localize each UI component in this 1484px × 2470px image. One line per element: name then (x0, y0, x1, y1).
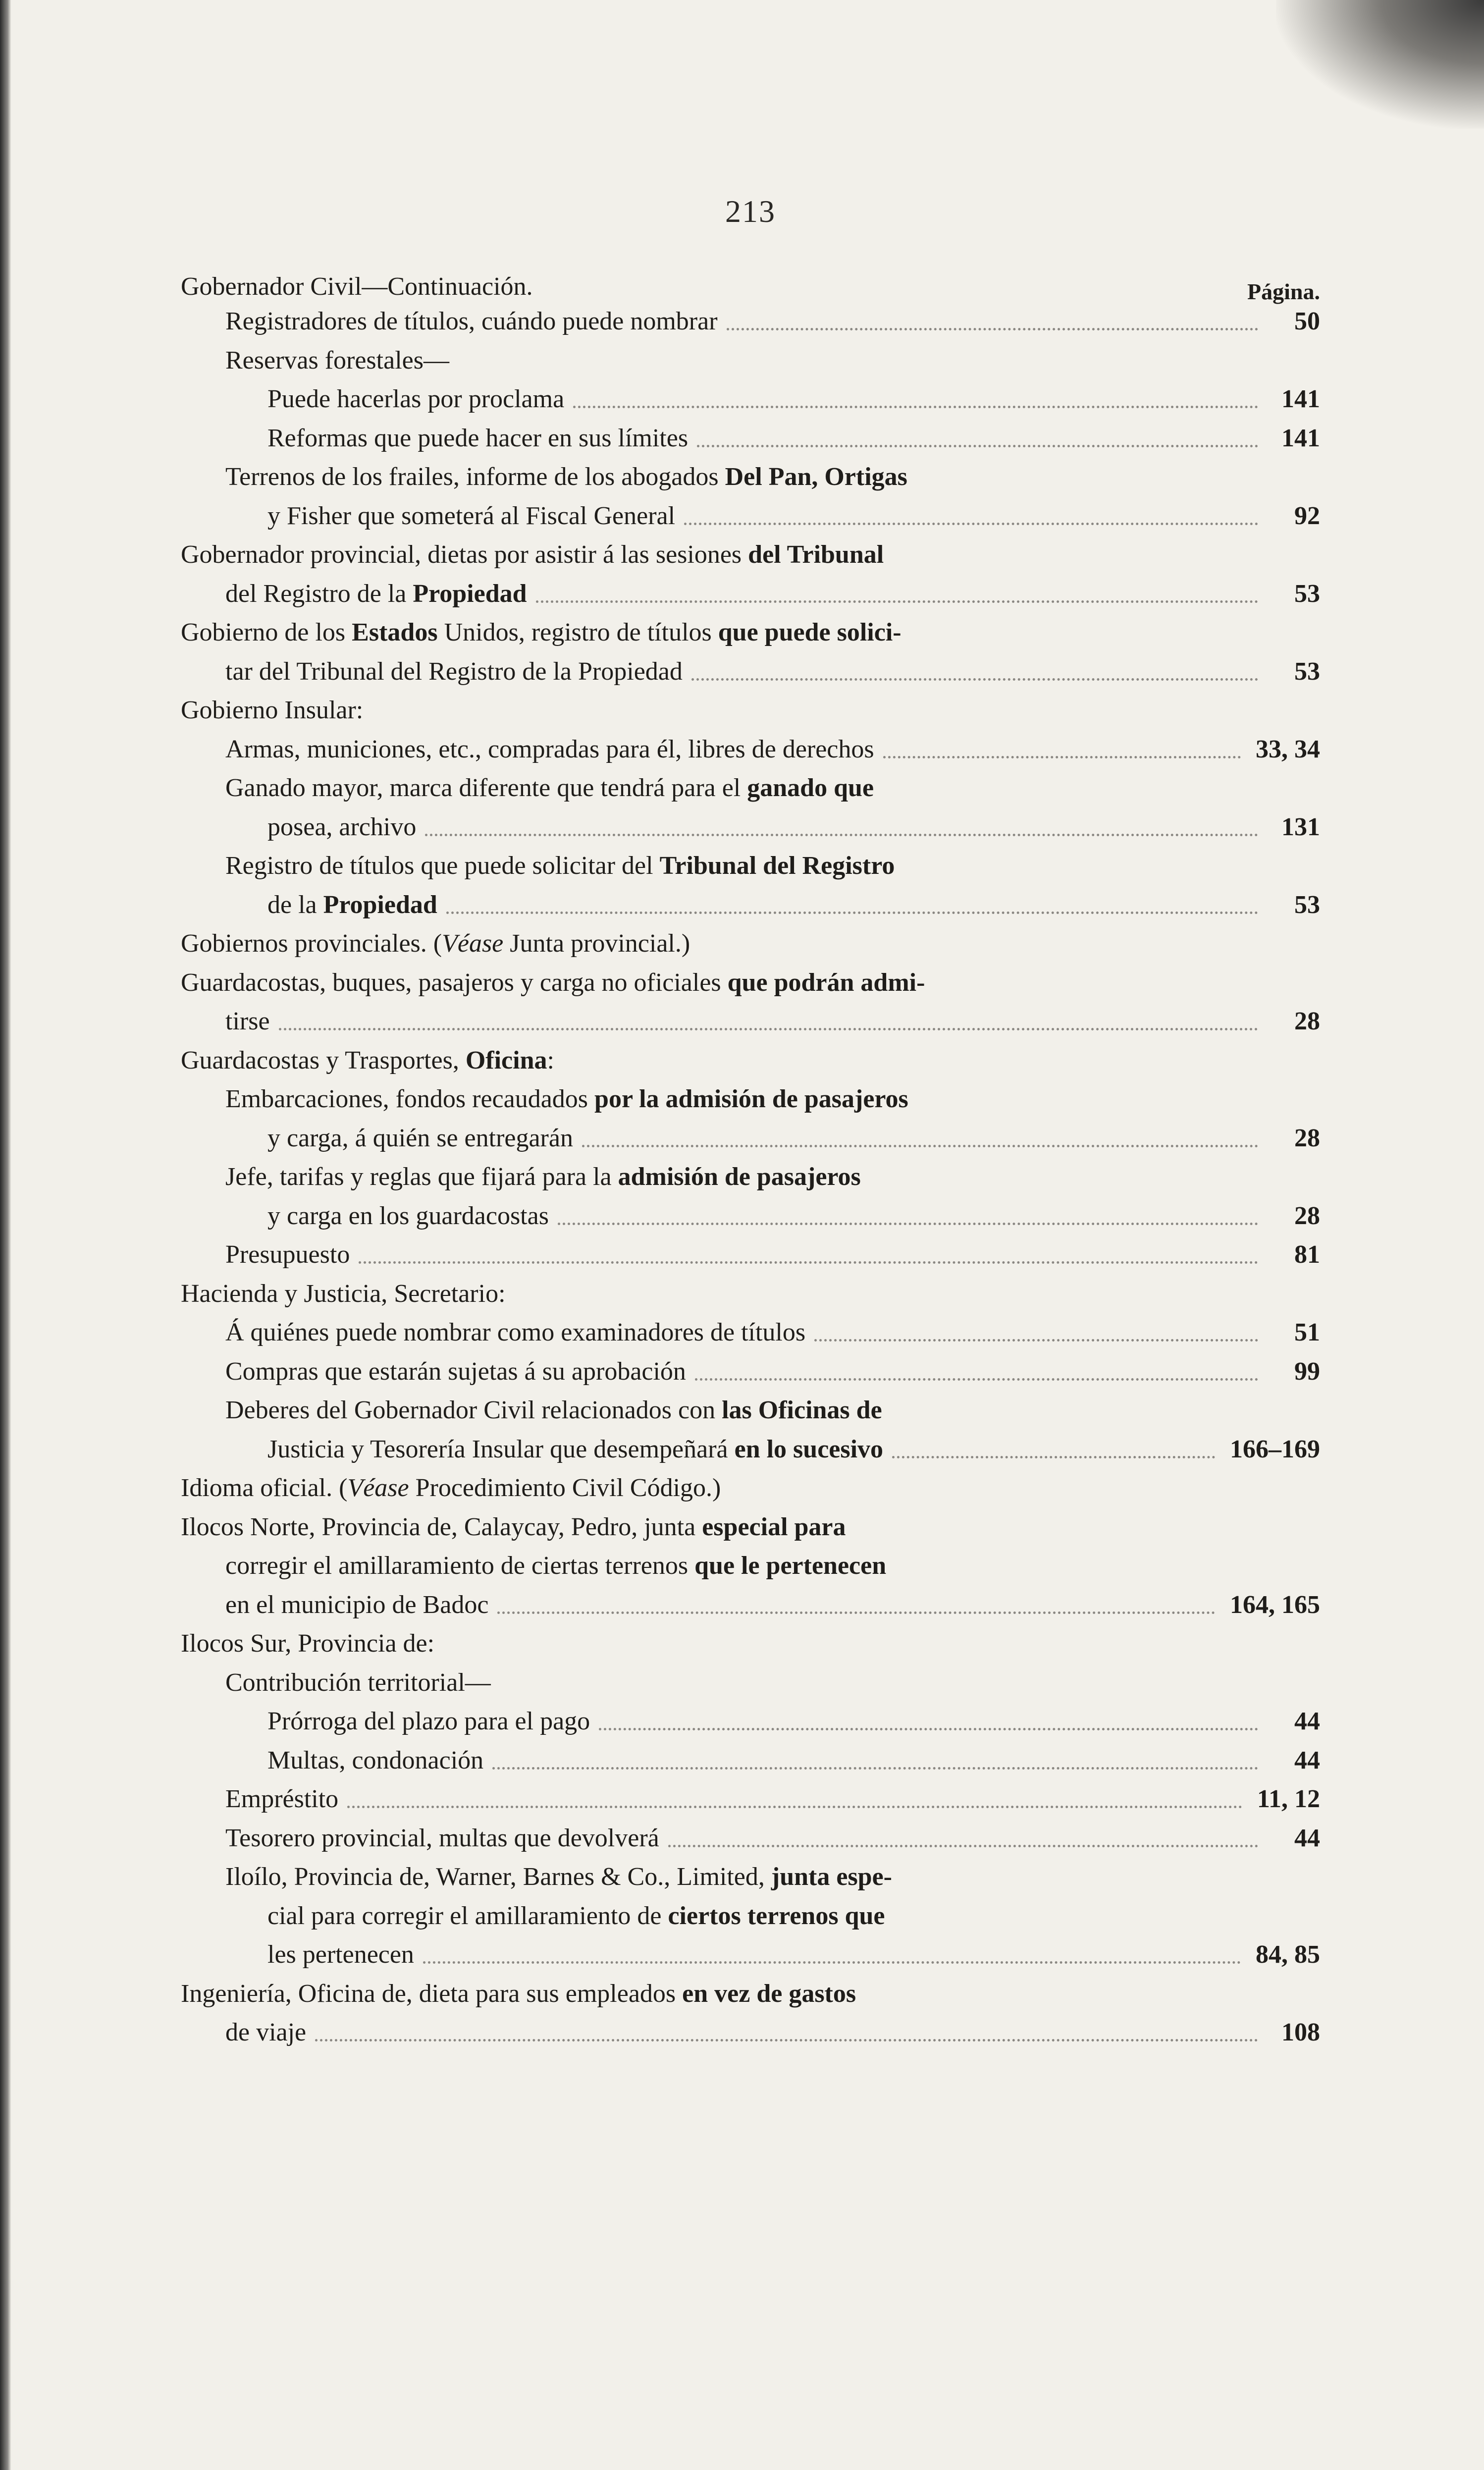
entry-text (267, 1897, 885, 1936)
leader-dots (691, 678, 1258, 681)
entry-text-run: Jefe, tarifas y reglas que fijará para la (225, 1163, 618, 1191)
entry-text-run: Reformas que puede hacer en sus límites (267, 424, 689, 452)
entry-text (225, 341, 449, 380)
entry-text (181, 1041, 554, 1080)
index-line (181, 886, 1320, 925)
leader-dots (497, 1611, 1215, 1614)
entry-text-run: Ingeniería, Oficina de, dieta para sus empleados (181, 1979, 683, 2008)
index-line (181, 964, 1320, 1003)
entry-text-run: Junta provincial.) (503, 929, 690, 958)
entry-text (225, 1780, 338, 1819)
entry-text-run: del Tribunal (748, 540, 884, 569)
entry-text (267, 1430, 883, 1469)
index-line (181, 1080, 1320, 1119)
entry-text (225, 1080, 908, 1119)
entry-text (225, 575, 527, 614)
index-line (181, 1275, 1320, 1314)
index-line (181, 1819, 1320, 1858)
entry-text (225, 1313, 805, 1352)
entry-text-run: Ilocos Sur, Provincia de: (181, 1629, 435, 1658)
entry-page-ref: 44 (1294, 1707, 1320, 1735)
leader-dots (892, 1456, 1215, 1458)
entry-text (225, 652, 683, 692)
entry-text (225, 1858, 892, 1897)
entry-text-run: y carga, á quién se entregarán (267, 1124, 573, 1152)
entry-text-run: por la admisión de pasajeros (594, 1085, 908, 1113)
index-line (181, 1313, 1320, 1352)
entry-text-run: en el municipio de Badoc (225, 1590, 489, 1619)
entry-text-run: Propiedad (323, 890, 437, 919)
entry-text (225, 1235, 350, 1275)
entry-text (267, 1702, 590, 1741)
leader-dots (599, 1728, 1258, 1730)
entry-text (225, 1391, 882, 1430)
entry-text-run: Justicia y Tesorería Insular que desempeñará (267, 1435, 735, 1463)
entry-page-ref: 33, 34 (1256, 735, 1320, 763)
entry-text-run: las Oficinas de (722, 1396, 882, 1424)
entry-text-run: de viaje (225, 2018, 307, 2046)
leader-dots (558, 1223, 1258, 1225)
entry-text-run: Tesorero provincial, multas que devolverá (225, 1824, 659, 1852)
leader-dots (883, 756, 1241, 758)
index-line (181, 1430, 1320, 1469)
entry-text-run: especial para (702, 1512, 846, 1541)
entry-text (267, 1119, 573, 1158)
entry-text-run: Guardacostas, buques, pasajeros y carga no oficiales (181, 968, 728, 997)
entry-page-ref: 84, 85 (1256, 1940, 1320, 1969)
entry-text (267, 1935, 414, 1975)
entry-page-ref: 141 (1281, 385, 1320, 413)
entry-text-run: que podrán admi- (727, 968, 925, 997)
entry-text (225, 1002, 270, 1041)
entry-page-ref: 28 (1294, 1007, 1320, 1035)
entry-text-run: que le pertenecen (694, 1552, 887, 1580)
index-line (181, 1197, 1320, 1236)
entry-page-ref: 53 (1294, 579, 1320, 608)
leader-dots (279, 1028, 1258, 1030)
index-line (181, 808, 1320, 847)
entry-text-run: Embarcaciones, fondos recaudados (225, 1085, 595, 1113)
index-line (181, 1741, 1320, 1780)
leader-dots (492, 1767, 1258, 1770)
entry-text-run: Multas, condonación (267, 1746, 484, 1774)
entry-page-ref: 51 (1294, 1318, 1320, 1346)
index-line (181, 341, 1320, 380)
leader-dots (697, 445, 1258, 447)
leader-dots (573, 406, 1258, 408)
index-line (181, 497, 1320, 536)
entry-text (225, 730, 874, 769)
index-line (181, 419, 1320, 458)
entry-text-run: Estados (352, 618, 438, 646)
index-line (181, 847, 1320, 886)
index-line (181, 1235, 1320, 1275)
entry-text (225, 1664, 491, 1703)
index-line (181, 458, 1320, 497)
entry-text-run: Idioma oficial. ( (181, 1474, 348, 1502)
entry-page-ref: 99 (1294, 1357, 1320, 1386)
index-line (181, 1702, 1320, 1741)
index-line (181, 1664, 1320, 1703)
index-line (181, 1780, 1320, 1819)
leader-dots (446, 912, 1258, 914)
entry-text-run: tar del Tribunal del Registro de la Propiedad (225, 657, 683, 686)
entry-text-run: de la (267, 890, 323, 919)
entry-text (181, 964, 925, 1003)
entry-text-run: Gobernador provincial, dietas por asistir á las sesiones (181, 540, 748, 569)
leader-dots (695, 1378, 1258, 1381)
scan-edge-left (0, 0, 11, 2470)
entry-page-ref: 11, 12 (1257, 1785, 1320, 1813)
index-line (181, 268, 1320, 302)
entry-text-run: Guardacostas y Trasportes, (181, 1046, 466, 1074)
entry-text-run: junta espe- (771, 1863, 892, 1891)
entry-text (267, 1741, 483, 1780)
entry-text-run: en vez de gastos (682, 1979, 856, 2008)
leader-dots (536, 600, 1258, 603)
entry-page-ref: 166–169 (1230, 1435, 1320, 1463)
entry-text (267, 1197, 549, 1236)
leader-dots (347, 1806, 1242, 1808)
entry-text (225, 1352, 686, 1392)
entry-text-run: Presupuesto (225, 1240, 350, 1269)
leader-dots (582, 1145, 1258, 1147)
entry-page-ref: 108 (1281, 2018, 1320, 2046)
entry-text (225, 847, 895, 886)
entry-text-run: Propiedad (413, 579, 527, 608)
entry-text (225, 1586, 488, 1625)
entry-text (181, 1275, 506, 1314)
entry-text (181, 691, 363, 730)
index-line (181, 613, 1320, 652)
index-line (181, 652, 1320, 692)
index-line (181, 1547, 1320, 1586)
entry-text-run: y carga en los guardacostas (267, 1201, 549, 1230)
index-line (181, 1041, 1320, 1080)
entry-text-run: y Fisher que someterá al Fiscal General (267, 501, 676, 530)
entry-text (225, 302, 718, 341)
entry-text (181, 536, 884, 575)
entry-page-ref: 81 (1294, 1240, 1320, 1269)
entry-text-run: corregir el amillaramiento de ciertas terrenos (225, 1552, 695, 1580)
entry-text-run: Ilocos Norte, Provincia de, Calaycay, Pedro, junta (181, 1512, 702, 1541)
entry-text-run: Compras que estarán sujetas á su aprobación (225, 1357, 686, 1386)
entry-page-ref: 28 (1294, 1201, 1320, 1230)
index-line (181, 1858, 1320, 1897)
entry-text-run: que puede solici- (718, 618, 901, 646)
index-line (181, 691, 1320, 730)
entry-text-run: les pertenecen (267, 1940, 414, 1969)
entry-page-ref: 131 (1281, 812, 1320, 841)
index-line (181, 1897, 1320, 1936)
scan-shadow-corner (1276, 0, 1484, 129)
leader-dots (684, 523, 1258, 525)
index-line (181, 1624, 1320, 1664)
index-line (181, 1158, 1320, 1197)
entry-text-run: Registro de títulos que puede solicitar del (225, 852, 660, 880)
index-line (181, 1469, 1320, 1508)
entry-text-run: Empréstito (225, 1785, 339, 1813)
entry-text (267, 497, 675, 536)
entry-text (267, 808, 416, 847)
entry-page-ref: 164, 165 (1230, 1590, 1320, 1619)
entry-text-run: Véase (442, 929, 504, 958)
entry-text-run: Del Pan, Ortigas (725, 463, 907, 491)
entry-text (267, 419, 688, 458)
entry-text-run: admisión de pasajeros (618, 1163, 861, 1191)
index-line (181, 924, 1320, 964)
entry-text-run: Puede hacerlas por proclama (267, 385, 565, 413)
entry-text (181, 1469, 721, 1508)
index-line (181, 575, 1320, 614)
entry-page-ref: 141 (1281, 424, 1320, 452)
entry-text-run: Registradores de títulos, cuándo puede nombrar (225, 307, 718, 335)
entry-page-ref: 50 (1294, 307, 1320, 335)
entry-text-run: Prórroga del plazo para el pago (267, 1707, 590, 1735)
leader-dots (315, 2039, 1258, 2041)
index-line (181, 536, 1320, 575)
page-number: 213 (725, 194, 776, 229)
entry-text-run: Oficina (465, 1046, 547, 1074)
entry-text-run: Reservas forestales— (225, 346, 449, 375)
index-line (181, 1508, 1320, 1547)
leader-dots (814, 1339, 1258, 1342)
index-line (181, 769, 1320, 808)
index-line (181, 2013, 1320, 2052)
entry-text (225, 2013, 306, 2052)
entry-text-run: Ganado mayor, marca diferente que tendrá para el (225, 774, 747, 802)
index-line (181, 1119, 1320, 1158)
entry-text-run: Véase (347, 1474, 409, 1502)
entry-text (181, 268, 533, 307)
entry-text (181, 1508, 846, 1547)
index-line (181, 1935, 1320, 1975)
entry-text-run: : (547, 1046, 554, 1074)
entry-text-run: Tribunal del Registro (659, 852, 895, 880)
entry-text (181, 613, 901, 652)
entry-text-run: Contribución territorial— (225, 1668, 491, 1697)
entry-text-run: Á quiénes puede nombrar como examinadores de títulos (225, 1318, 806, 1346)
entry-text-run: tirse (225, 1007, 270, 1035)
entry-text-run: Iloílo, Provincia de, Warner, Barnes & Co., Limited, (225, 1863, 771, 1891)
page-column-header: Página. (1247, 279, 1320, 304)
index-line (181, 302, 1320, 341)
entry-text-run: Deberes del Gobernador Civil relacionados con (225, 1396, 722, 1424)
index-line (181, 380, 1320, 419)
leader-dots (668, 1845, 1258, 1847)
entry-page-ref: 28 (1294, 1124, 1320, 1152)
entry-text (225, 458, 907, 497)
entry-page-ref: 44 (1294, 1746, 1320, 1774)
entry-text-run: en lo sucesivo (734, 1435, 884, 1463)
entry-text (181, 1624, 434, 1664)
leader-dots (359, 1261, 1258, 1264)
entry-page-ref: 92 (1294, 501, 1320, 530)
entry-text (225, 769, 874, 808)
entry-text (225, 1547, 886, 1586)
entry-page-ref: 53 (1294, 890, 1320, 919)
entry-text (225, 1819, 659, 1858)
entry-text (267, 380, 564, 419)
index-page (181, 149, 1320, 2427)
leader-dots (425, 834, 1258, 836)
index-line (181, 1352, 1320, 1392)
leader-dots (423, 1961, 1241, 1964)
entry-text-run: posea, archivo (267, 812, 417, 841)
index-line (181, 1975, 1320, 2014)
entry-text-run: Armas, municiones, etc., compradas para él, libres de derechos (225, 735, 874, 763)
index-line (181, 1002, 1320, 1041)
entry-text-run: Hacienda y Justicia, Secretario: (181, 1279, 506, 1308)
entry-text (181, 1975, 856, 2014)
entry-text (267, 886, 437, 925)
entry-text-run: Gobernador Civil—Continuación. (181, 272, 533, 301)
index-line (181, 1586, 1320, 1625)
entry-text-run: Gobierno Insular: (181, 696, 364, 724)
entry-text-run: ganado que (747, 774, 874, 802)
index-line (181, 730, 1320, 769)
entry-text-run: Procedimiento Civil Código.) (409, 1474, 721, 1502)
entry-text-run: ciertos terrenos que (668, 1901, 885, 1930)
entry-text-run: Gobierno de los (181, 618, 352, 646)
entry-page-ref: 44 (1294, 1824, 1320, 1852)
entry-text-run: Unidos, registro de títulos (437, 618, 718, 646)
entry-text-run: Terrenos de los frailes, informe de los abogados (225, 463, 725, 491)
entry-page-ref: 53 (1294, 657, 1320, 686)
entry-text-run: Gobiernos provinciales. ( (181, 929, 442, 958)
entry-text-run: cial para corregir el amillaramiento de (267, 1901, 668, 1930)
index-line (181, 1391, 1320, 1430)
entry-text (181, 924, 690, 964)
entry-text-run: del Registro de la (225, 579, 413, 608)
entry-text (225, 1158, 861, 1197)
leader-dots (727, 328, 1258, 330)
index-entries (181, 268, 1320, 2052)
